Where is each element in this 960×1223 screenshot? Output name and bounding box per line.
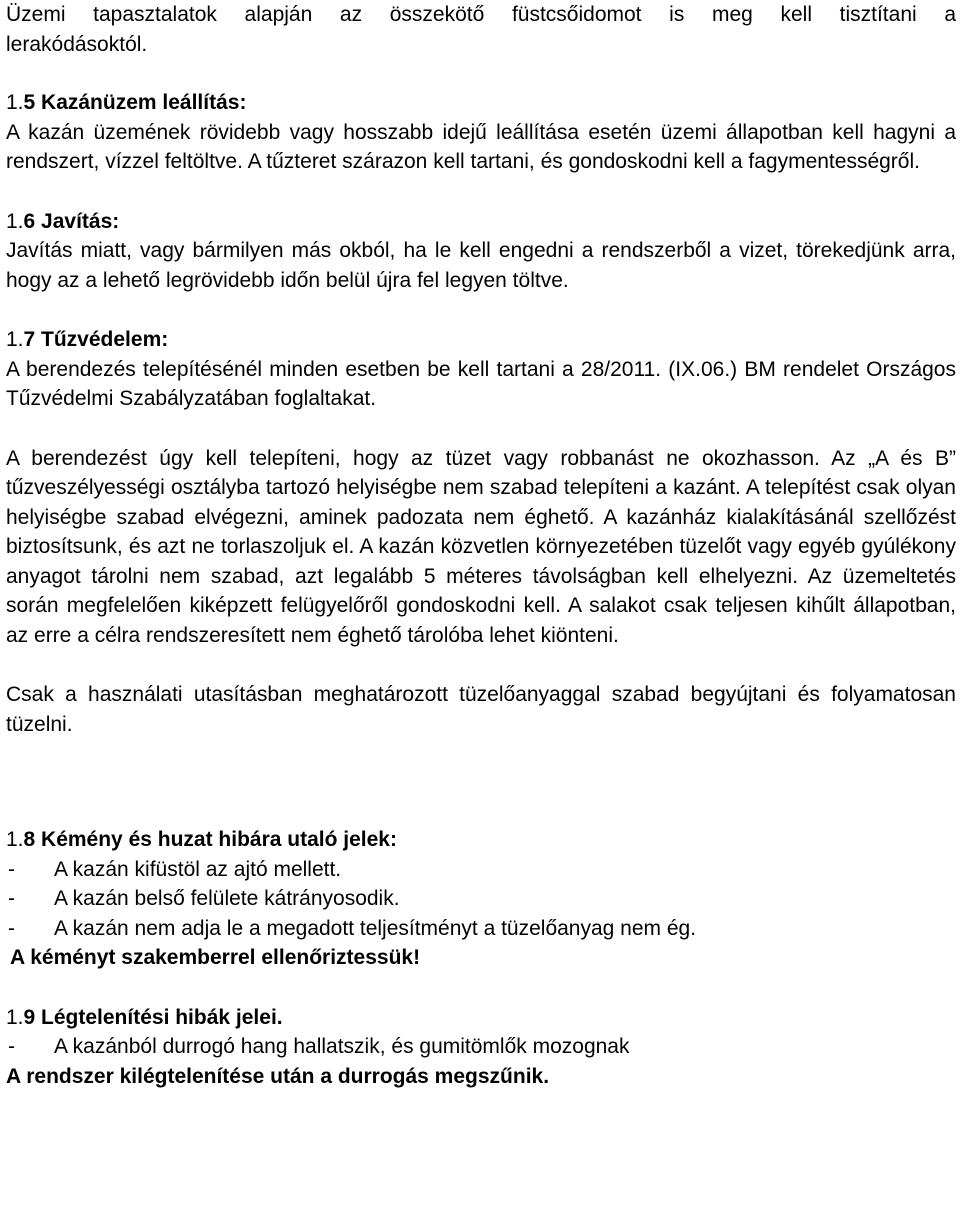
section-1-7-paragraph-3: Csak a használati utasításban meghatározott tüzelőanyaggal szabad begyújtani és folyamatosan tüzelni. — [6, 683, 956, 736]
section-title: 5 Kazánüzem leállítás: — [23, 91, 247, 114]
section-1-6-heading — [6, 207, 956, 237]
section-number: 1. — [6, 1005, 24, 1029]
section-title: 7 Tűzvédelem: — [23, 328, 169, 351]
list-item — [6, 1032, 956, 1062]
list-item — [6, 914, 956, 944]
section-1-6-body: Javítás miatt, vagy bármilyen más okból, ha le kell engedni a rendszerből a vizet, törekedjünk arra, hogy az a lehető legrövidebb időn belül újra fel legyen töltve. — [6, 239, 956, 292]
section-1-7-heading — [6, 325, 956, 355]
list-dash: - — [8, 1035, 15, 1058]
section-1-5-heading — [6, 88, 956, 118]
section-1-8-heading — [6, 825, 956, 855]
intro-line-1: Üzemi tapasztalatok alapján az összekötő füstcsőidomot is meg kell tisztítani a — [6, 3, 956, 26]
section-title: 9 Légtelenítési hibák jelei. — [23, 1005, 283, 1029]
section-1-9-heading — [6, 1003, 956, 1033]
section-number: 1. — [6, 828, 24, 851]
chimney-symptom-list — [6, 855, 956, 944]
intro-line-2: lerakódásoktól. — [6, 32, 148, 56]
list-item — [6, 855, 956, 885]
list-item-text: A kazán belső felülete kátrányosodik. — [54, 887, 400, 910]
section-number: 1. — [6, 91, 24, 114]
chimney-warning: A kéményt szakemberrel ellenőriztessük! — [10, 946, 421, 969]
list-item-text: A kazánból durrogó hang hallatszik, és gumitömlők mozognak — [54, 1035, 630, 1058]
section-1-7-paragraph-1: A berendezés telepítésénél minden esetben be kell tartani a 28/2011. (IX.06.) BM rendelet Országos Tűzvédelmi Szabályzatában foglaltakat. — [6, 357, 956, 410]
section-1-5-body: A kazán üzemének rövidebb vagy hosszabb idejű leállítása esetén üzemi állapotban kell hagyni a rendszert, vízzel feltöltve. A tűzteret szárazon kell tartani, és gondoskodni kell a fagymentességről. — [6, 120, 956, 173]
list-dash: - — [8, 916, 15, 940]
list-dash: - — [8, 857, 15, 881]
section-title: 6 Javítás: — [23, 209, 120, 233]
air-symptom-list — [6, 1032, 956, 1062]
section-1-7-paragraph-2: A berendezést úgy kell telepíteni, hogy az tüzet vagy robbanást ne okozhasson. Az „A és B” tűzveszélyességi osztályba tartozó helyiségbe nem szabad telepíteni a kazánt. A telepítést csak olyan helyiségbe szabad elvégezni, aminek padozata nem éghető. A kazánház kialakításánál szellőzést biztosítsunk, és azt ne torlaszoljuk el. A kazán közvetlen környezetében tüzelőt vagy egyéb gyúlékony anyagot tárolni nem szabad, azt legalább 5 méteres távolságban kell elhelyezni. Az üzemeltetés során megfelelően kiképzett felügyelőről gondoskodni kell. A salakot csak teljesen kihűlt állapotban, az erre a célra rendszeresített nem éghető tárolóba lehet kiönteni. — [6, 446, 956, 647]
air-conclusion: A rendszer kilégtelenítése után a durrogás megszűnik. — [6, 1064, 550, 1088]
list-item-text: A kazán nem adja le a megadott teljesítményt a tüzelőanyag nem ég. — [54, 916, 697, 940]
list-dash: - — [8, 887, 15, 910]
section-title: 8 Kémény és huzat hibára utaló jelek: — [23, 828, 397, 851]
list-item — [6, 884, 956, 914]
section-number: 1. — [6, 209, 24, 233]
document-page — [6, 0, 956, 1091]
section-number: 1. — [6, 328, 24, 351]
list-item-text: A kazán kifüstöl az ajtó mellett. — [54, 857, 342, 881]
